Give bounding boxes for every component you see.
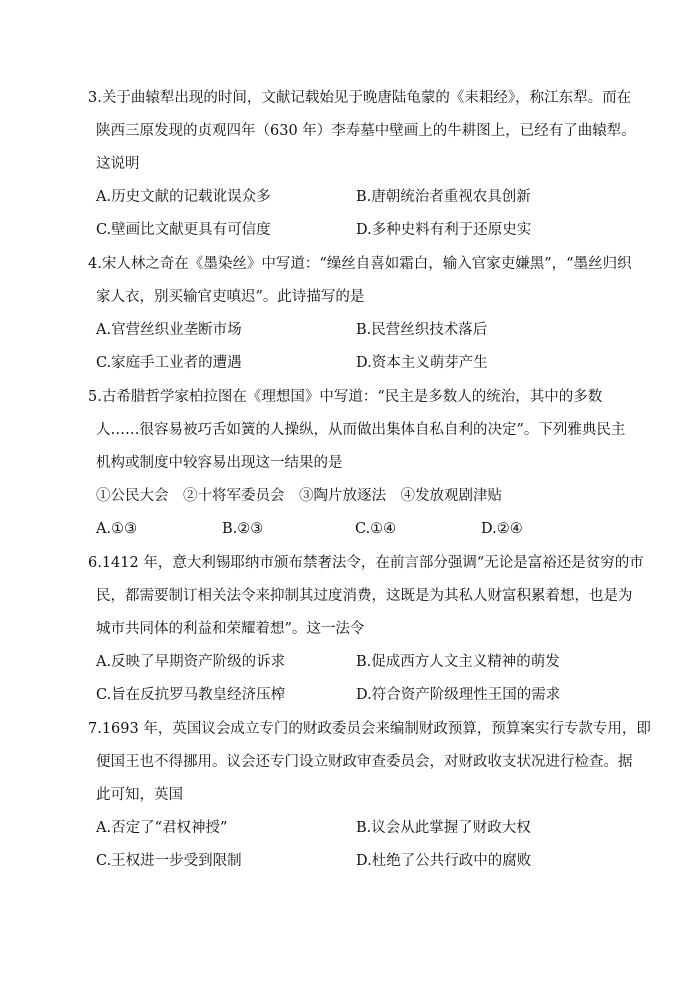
question-3-option-d: D.多种史料有利于还原史实 [356, 222, 532, 238]
question-6-line-1: 6.1412 年，意大利锡耶纳市颁布禁奢法令，在前言部分强调“无论是富裕还是贫穷的市 [88, 555, 644, 571]
question-5-item-list: ①公民大会 ②十将军委员会 ③陶片放逐法 ④发放观剧津贴 [96, 488, 502, 504]
question-4-line-1: 4.宋人林之奇在《墨染丝》中写道：“缲丝自喜如霜白，输入官家吏嫌黑”，“墨丝归织 [88, 256, 632, 272]
question-5-line-2: 人……很容易被巧舌如簧的人操纵，从而做出集体自私自利的决定”。下列雅典民主 [96, 422, 626, 438]
question-7-option-d: D.杜绝了公共行政中的腐败 [356, 853, 532, 869]
question-4-option-d: D.资本主义萌芽产生 [356, 355, 488, 371]
question-5-option-a: A.①③ [96, 521, 138, 537]
question-6-option-c: C.旨在反抗罗马教皇经济压榨 [96, 687, 286, 703]
question-7-line-3: 此可知，英国 [96, 787, 183, 803]
question-3-line-2: 陕西三原发现的贞观四年（630 年）李寿墓中壁画上的牛耕图上，已经有了曲辕犁。 [96, 123, 636, 139]
question-3-option-c: C.壁画比文献更具有可信度 [96, 222, 271, 238]
question-5-line-1: 5.古希腊哲学家柏拉图在《理想国》中写道：“民主是多数人的统治，其中的多数 [88, 389, 603, 405]
question-6-option-d: D.符合资产阶级理性王国的需求 [356, 687, 561, 703]
question-5-line-3: 机构或制度中较容易出现这一结果的是 [96, 455, 343, 471]
question-7-line-1: 7.1693 年，英国议会成立专门的财政委员会来编制财政预算，预算案实行专款专用，即 [88, 721, 651, 737]
question-6-line-2: 民，都需要制订相关法令来抑制其过度消费，这既是为其私人财富积累着想，也是为 [96, 588, 633, 604]
question-7-option-b: B.议会从此掌握了财政大权 [356, 820, 531, 836]
question-5-option-d: D.②④ [481, 521, 523, 537]
question-7-option-a: A.否定了“君权神授” [96, 820, 228, 836]
question-3-option-a: A.历史文献的记载讹误众多 [96, 189, 271, 205]
question-4-option-a: A.官营丝织业垄断市场 [96, 322, 242, 338]
question-6-line-3: 城市共同体的利益和荣耀着想”。这一法令 [96, 621, 365, 637]
question-3-line-3: 这说明 [96, 156, 140, 172]
question-6-option-a: A.反映了早期资产阶级的诉求 [96, 654, 286, 670]
question-7-line-2: 便国王也不得挪用。议会还专门设立财政审查委员会，对财政收支状况进行检查。据 [96, 754, 633, 770]
question-3-option-b: B.唐朝统治者重视农具创新 [356, 189, 531, 205]
question-7-option-c: C.王权进一步受到限制 [96, 853, 242, 869]
question-3-line-1: 3.关于曲辕犁出现的时间，文献记载始见于晚唐陆龟蒙的《耒耜经》，称江东犁。而在 [88, 90, 632, 106]
question-4-option-b: B.民营丝织技术落后 [356, 322, 488, 338]
question-6-option-b: B.促成西方人文主义精神的萌发 [356, 654, 560, 670]
question-4-line-2: 家人衣，别买输官吏嗔迟”。此诗描写的是 [96, 289, 365, 305]
question-5-option-c: C.①④ [355, 521, 397, 537]
question-4-option-c: C.家庭手工业者的遭遇 [96, 355, 242, 371]
question-5-option-b: B.②③ [222, 521, 264, 537]
